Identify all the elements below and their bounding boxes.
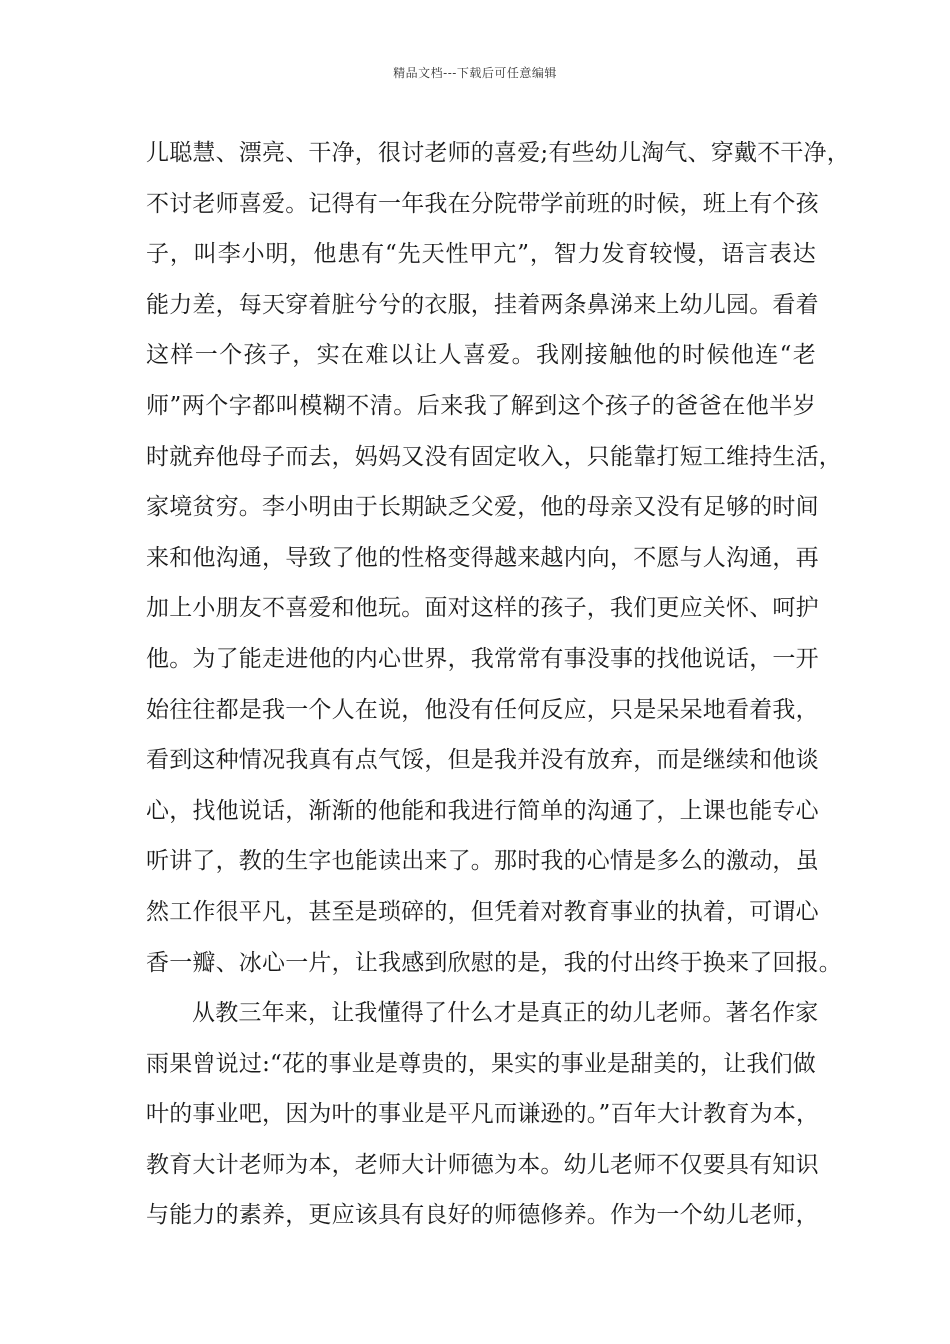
text-line: 始往往都是我一个人在说，他没有任何反应，只是呆呆地看着我，: [146, 696, 819, 723]
text-line: 叶的事业吧，因为叶的事业是平凡而谦逊的。”百年大计教育为本，: [146, 1101, 820, 1128]
text-line: 香一瓣、冰心一片，让我感到欣慰的是，我的付出终于换来了回报。: [146, 949, 842, 976]
text-line: 来和他沟通，导致了他的性格变得越来越内向，不愿与人沟通，再: [146, 544, 819, 571]
text-line: 不讨老师喜爱。记得有一年我在分院带学前班的时候，班上有个孩: [146, 190, 819, 217]
text-line: 从教三年来，让我懂得了什么才是真正的幼儿老师。著名作家: [192, 1000, 819, 1027]
text-line: 他。为了能走进他的内心世界，我常常有事没事的找他说话，一开: [146, 645, 819, 672]
text-line: 心，找他说话，渐渐的他能和我进行简单的沟通了，上课也能专心: [146, 797, 819, 824]
text-line: 雨果曾说过:“花的事业是尊贵的，果实的事业是甜美的，让我们做: [146, 1050, 816, 1077]
document-body: [146, 128, 850, 1241]
text-line: 能力差，每天穿着脏兮兮的衣服，挂着两条鼻涕来上幼儿园。看着: [146, 291, 819, 318]
paragraph-2: [146, 988, 820, 1241]
text-line: 家境贫穷。李小明由于长期缺乏父爱，他的母亲又没有足够的时间: [146, 494, 819, 521]
text-line: 与能力的素养，更应该具有良好的师德修养。作为一个幼儿老师，: [146, 1202, 819, 1229]
text-line: 子，叫李小明，他患有“先天性甲亢”，智力发育较慢，语言表达: [146, 241, 816, 268]
text-line: 时就弃他母子而去，妈妈又没有固定收入，只能靠打短工维持生活，: [146, 443, 842, 470]
page-header: 精品文档---下载后可任意编辑: [393, 66, 557, 80]
text-line: 师”两个字都叫模糊不清。后来我了解到这个孩子的爸爸在他半岁: [146, 392, 816, 419]
text-line: 这样一个孩子，实在难以让人喜爱。我刚接触他的时候他连“老: [146, 342, 816, 369]
text-line: 儿聪慧、漂亮、干净，很讨老师的喜爱;有些幼儿淘气、穿戴不干净，: [146, 140, 850, 166]
paragraph-1: [146, 128, 850, 988]
text-line: 然工作很平凡，甚至是琐碎的，但凭着对教育事业的执着，可谓心: [146, 898, 819, 925]
text-line: 教育大计老师为本，老师大计师德为本。幼儿老师不仅要具有知识: [146, 1151, 819, 1178]
text-line: 加上小朋友不喜爱和他玩。面对这样的孩子，我们更应关怀、呵护: [146, 595, 819, 622]
text-line: 看到这种情况我真有点气馁，但是我并没有放弃，而是继续和他谈: [146, 747, 819, 774]
text-line: 听讲了，教的生字也能读出来了。那时我的心情是多么的激动，虽: [146, 848, 819, 875]
